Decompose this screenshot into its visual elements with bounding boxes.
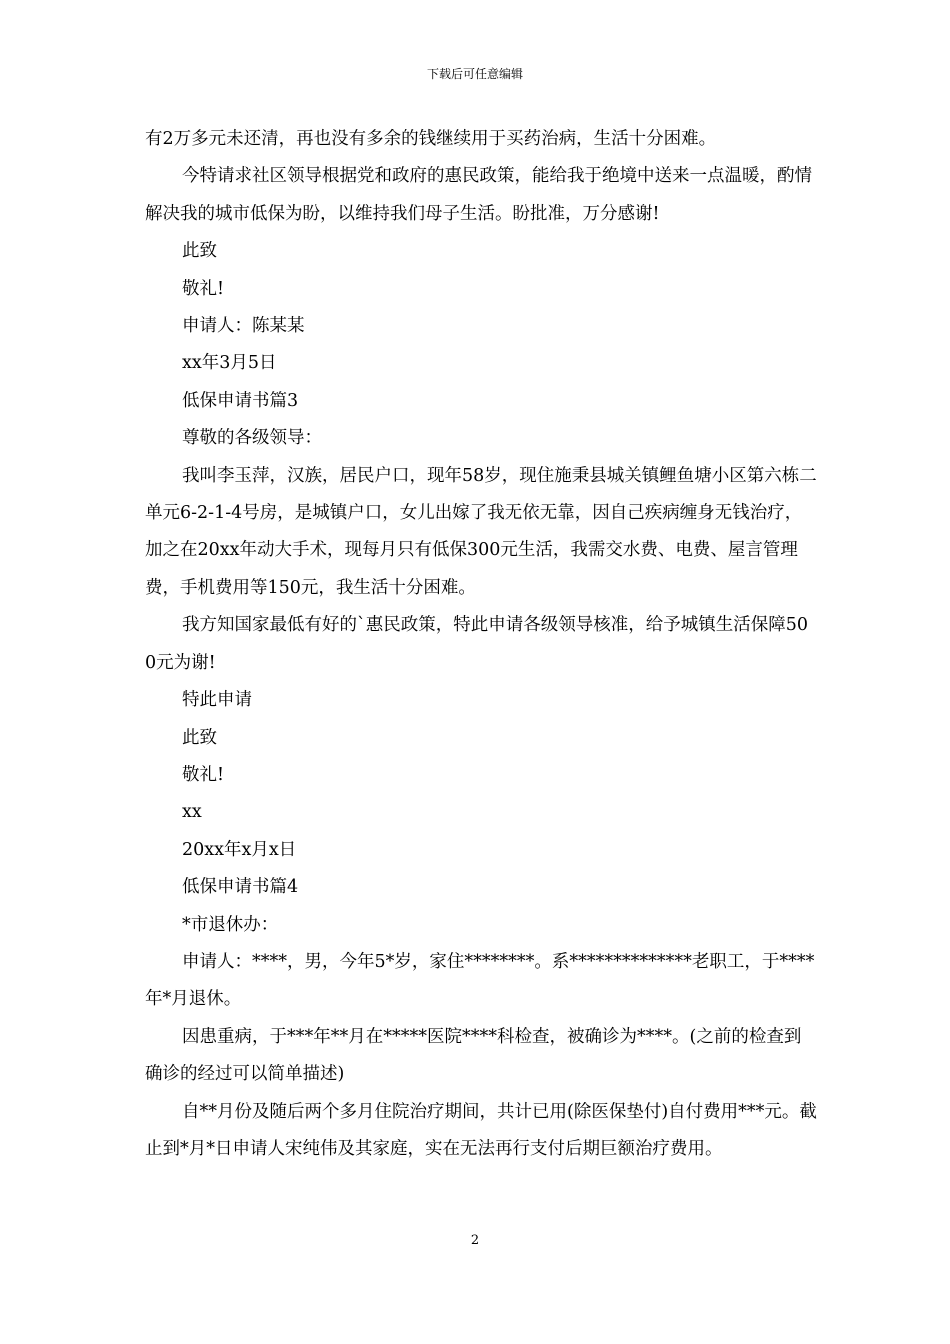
closing-respect: 敬礼!	[182, 278, 225, 299]
applicant-signature: 申请人：陈某某	[182, 316, 305, 337]
section-heading: 低保申请书篇4	[182, 877, 299, 898]
letter-date: 20xx年x月x日	[182, 839, 297, 860]
letter-greeting: *市退休办：	[182, 914, 279, 935]
paragraph: 有2万多元未还清，再也没有多余的钱继续用于买药治病，生活十分困难。	[145, 129, 717, 149]
applicant-signature: xx	[182, 802, 202, 823]
document-body	[145, 121, 817, 1168]
closing-request: 特此申请	[182, 690, 252, 711]
letter-greeting: 尊敬的各级领导：	[182, 428, 322, 449]
page-header: 下载后可任意编辑	[426, 67, 523, 81]
paragraph: 我叫李玉萍，汉族，居民户口，现年58岁，现住施秉县城关镇鲤鱼塘小区第六栋二单元6-2-1-4号房，是城镇户口，女儿出嫁了我无依无靠，因自己疾病缠身无钱治疗，加之在20xx年动大手术，现每月只有低保300元生活，我需交水费、电费、屋言管理费，手机费用等150元，我生活十分困难。	[145, 465, 817, 598]
letter-date: xx年3月5日	[182, 353, 277, 374]
closing-respect: 敬礼!	[182, 764, 225, 785]
paragraph: 因患重病，于***年**月在*****医院****科检查，被确诊为****。(之前的检查到确诊的经过可以简单描述)	[145, 1026, 802, 1085]
closing-salutation: 此致	[182, 241, 217, 262]
paragraph: 申请人：****，男，今年5*岁，家住********。系**************老职工，于****年*月退休。	[145, 951, 815, 1010]
page-number: 2	[470, 1233, 480, 1248]
paragraph: 我方知国家最低有好的`惠民政策，特此申请各级领导核准，给予城镇生活保障500元为谢!	[145, 615, 809, 673]
section-heading: 低保申请书篇3	[182, 390, 299, 411]
paragraph: 今特请求社区领导根据党和政府的惠民政策，能给我于绝境中送来一点温暖，酌情解决我的城市低保为盼，以维持我们母子生活。盼批准，万分感谢!	[145, 166, 812, 224]
closing-salutation: 此致	[182, 727, 217, 748]
paragraph: 自**月份及随后两个多月住院治疗期间，共计已用(除医保垫付)自付费用***元。截止到*月*日申请人宋纯伟及其家庭，实在无法再行支付后期巨额治疗费用。	[145, 1101, 817, 1159]
